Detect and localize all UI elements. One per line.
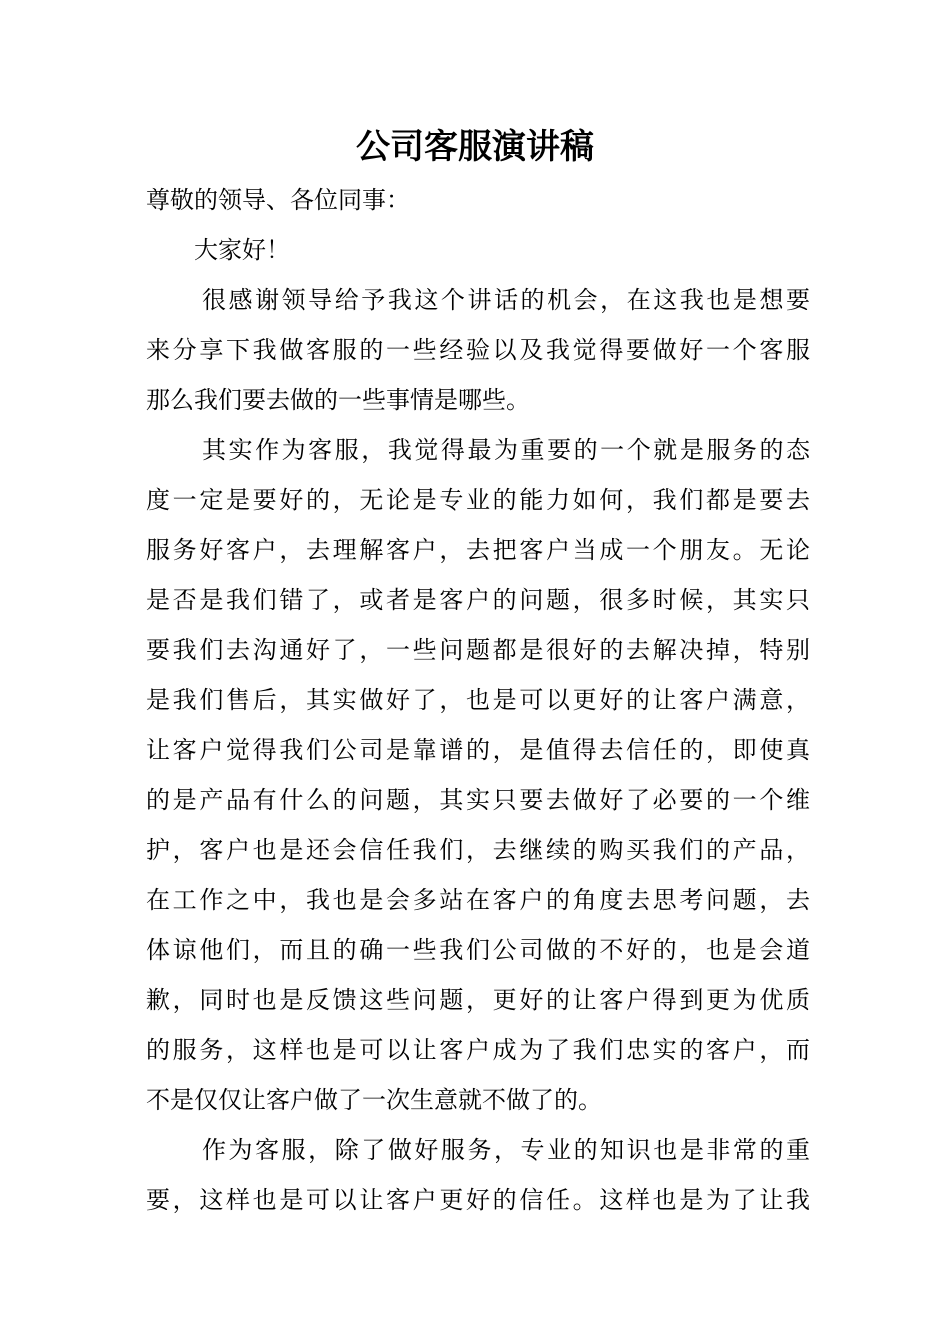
paragraph-2-line-1: 其实作为客服，我觉得最为重要的一个就是服务的态: [202, 436, 810, 464]
paragraph-3-line-2: 要，这样也是可以让客户更好的信任。这样也是为了让我: [146, 1186, 810, 1214]
paragraph-2-line-2: 度一定是要好的，无论是专业的能力如何，我们都是要去: [146, 486, 810, 514]
paragraph-2-line-12: 歉，同时也是反馈这些问题，更好的让客户得到更为优质: [146, 986, 810, 1014]
paragraph-2-line-3: 服务好客户，去理解客户，去把客户当成一个朋友。无论: [146, 536, 810, 564]
paragraph-2-line-5: 要我们去沟通好了，一些问题都是很好的去解决掉，特别: [146, 636, 810, 664]
paragraph-2-line-4: 是否是我们错了，或者是客户的问题，很多时候，其实只: [146, 586, 810, 614]
paragraph-1-line-1: 很感谢领导给予我这个讲话的机会，在这我也是想要: [202, 286, 810, 314]
document-body: [146, 175, 810, 1225]
paragraph-2-line-10: 在工作之中，我也是会多站在客户的角度去思考问题，去: [146, 886, 810, 914]
paragraph-1-line-2: 来分享下我做客服的一些经验以及我觉得要做好一个客服: [146, 336, 810, 364]
paragraph-1-line-3: 那么我们要去做的一些事情是哪些。: [146, 386, 530, 414]
paragraph-2-line-7: 让客户觉得我们公司是靠谱的，是值得去信任的，即使真: [146, 736, 810, 764]
salutation: 尊敬的领导、各位同事：: [146, 186, 410, 214]
paragraph-3-line-1: 作为客服，除了做好服务，专业的知识也是非常的重: [202, 1136, 810, 1164]
paragraph-2-line-6: 是我们售后，其实做好了，也是可以更好的让客户满意，: [146, 686, 810, 714]
paragraph-2-line-9: 护，客户也是还会信任我们，去继续的购买我们的产品，: [146, 836, 810, 864]
paragraph-2-line-8: 的是产品有什么的问题，其实只要去做好了必要的一个维: [146, 786, 810, 814]
paragraph-2-line-14: 不是仅仅让客户做了一次生意就不做了的。: [146, 1086, 602, 1114]
greeting: 大家好！: [194, 236, 290, 264]
paragraph-2-line-11: 体谅他们，而且的确一些我们公司做的不好的，也是会道: [146, 936, 810, 964]
document-title: 公司客服演讲稿: [356, 127, 594, 167]
paragraph-2-line-13: 的服务，这样也是可以让客户成为了我们忠实的客户，而: [146, 1036, 810, 1064]
